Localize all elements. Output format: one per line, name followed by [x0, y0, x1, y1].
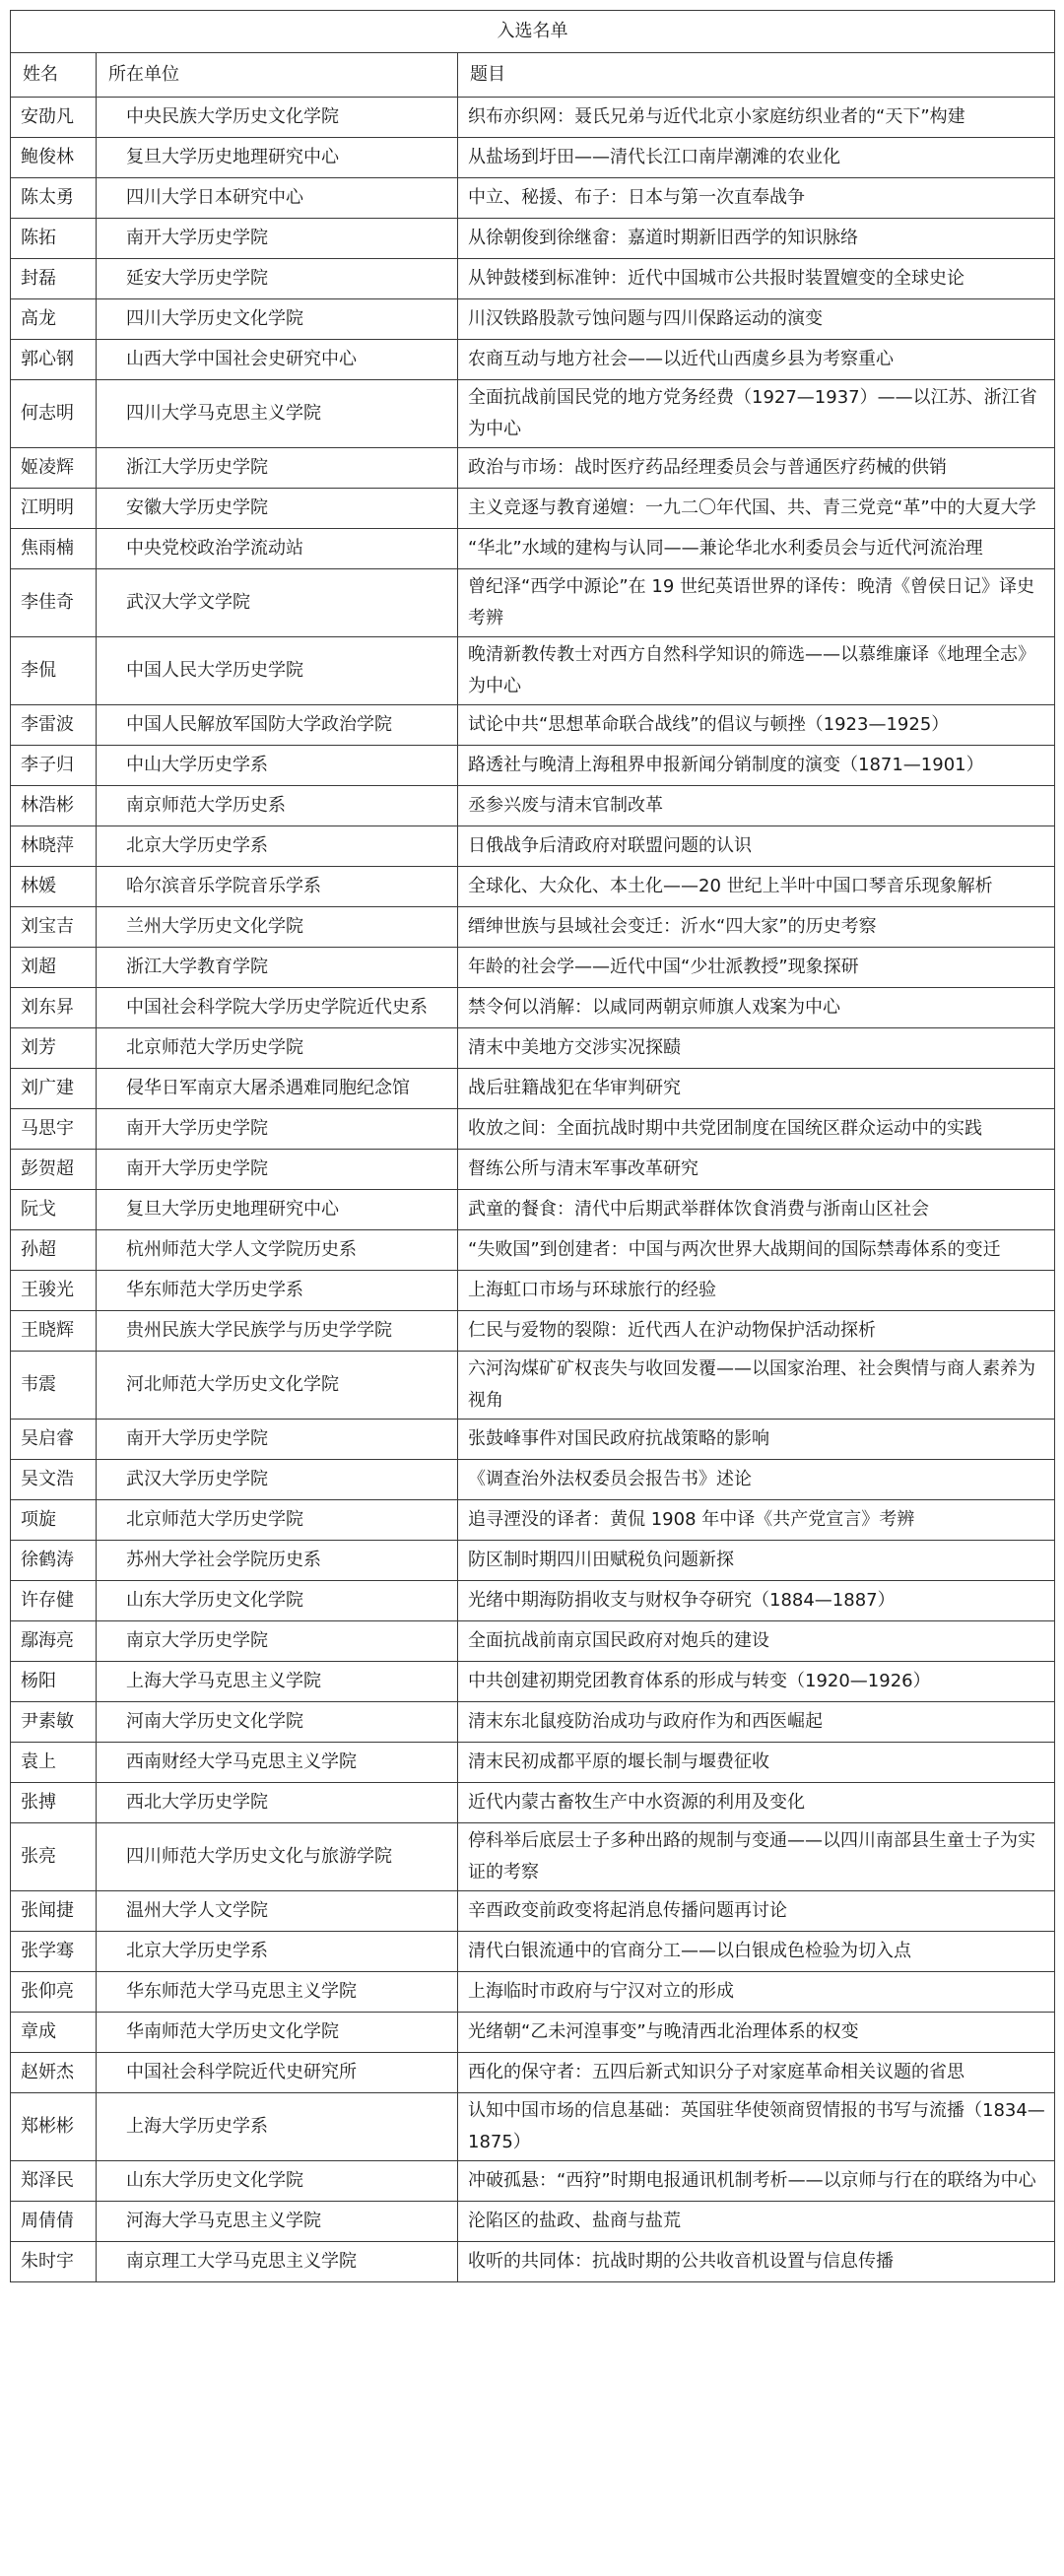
person-name: 鲍俊林 — [11, 138, 97, 178]
person-name: 江明明 — [11, 489, 97, 529]
person-name: 林晓萍 — [11, 826, 97, 867]
paper-title: 试论中共“思想革命联合战线”的倡议与顿挫（1923—1925） — [458, 705, 1055, 746]
affiliation: 河北师范大学历史文化学院 — [97, 1352, 458, 1420]
table-row — [11, 867, 1055, 907]
affiliation: 中国人民解放军国防大学政治学院 — [97, 705, 458, 746]
paper-title: 光绪朝“乙未河湟事变”与晚清西北治理体系的权变 — [458, 2013, 1055, 2053]
person-name: 吴启睿 — [11, 1420, 97, 1460]
document — [10, 10, 1054, 2282]
table-row — [11, 2013, 1055, 2053]
table-row — [11, 1230, 1055, 1271]
person-name: 阮戈 — [11, 1190, 97, 1230]
person-name: 项旋 — [11, 1500, 97, 1541]
person-name: 郭心钢 — [11, 340, 97, 380]
table-row — [11, 448, 1055, 489]
affiliation: 中山大学历史学系 — [97, 746, 458, 786]
table-row — [11, 2242, 1055, 2282]
paper-title: 农商互动与地方社会——以近代山西虞乡县为考察重心 — [458, 340, 1055, 380]
paper-title: 认知中国市场的信息基础：英国驻华使领商贸情报的书写与流播（1834—1875） — [458, 2093, 1055, 2161]
paper-title: 上海虹口市场与环球旅行的经验 — [458, 1271, 1055, 1311]
affiliation: 山东大学历史文化学院 — [97, 2161, 458, 2202]
header-row — [11, 53, 1055, 98]
person-name: 马思宇 — [11, 1109, 97, 1150]
affiliation: 山东大学历史文化学院 — [97, 1581, 458, 1621]
table-row — [11, 1190, 1055, 1230]
table-row — [11, 299, 1055, 340]
table-row — [11, 1069, 1055, 1109]
table-row — [11, 178, 1055, 219]
person-name: 章成 — [11, 2013, 97, 2053]
person-name: 刘超 — [11, 948, 97, 988]
paper-title: 从徐朝俊到徐继畲：嘉道时期新旧西学的知识脉络 — [458, 219, 1055, 259]
affiliation: 南开大学历史学院 — [97, 219, 458, 259]
affiliation: 浙江大学教育学院 — [97, 948, 458, 988]
affiliation: 四川大学历史文化学院 — [97, 299, 458, 340]
affiliation: 杭州师范大学人文学院历史系 — [97, 1230, 458, 1271]
person-name: 李雷波 — [11, 705, 97, 746]
paper-title: “华北”水域的建构与认同——兼论华北水利委员会与近代河流治理 — [458, 529, 1055, 569]
table-row — [11, 219, 1055, 259]
table-row — [11, 1581, 1055, 1621]
table-caption: 入选名单 — [11, 11, 1055, 53]
person-name: 安劭凡 — [11, 98, 97, 138]
affiliation: 西北大学历史学院 — [97, 1783, 458, 1823]
table-row — [11, 1783, 1055, 1823]
affiliation: 北京大学历史学系 — [97, 826, 458, 867]
table-row — [11, 786, 1055, 826]
affiliation: 华南师范大学历史文化学院 — [97, 2013, 458, 2053]
person-name: 李侃 — [11, 637, 97, 705]
paper-title: 仁民与爱物的裂隙：近代西人在沪动物保护活动探析 — [458, 1311, 1055, 1352]
table-body — [11, 98, 1055, 2282]
person-name: 刘东昇 — [11, 988, 97, 1028]
table-row — [11, 1621, 1055, 1662]
person-name: 吴文浩 — [11, 1460, 97, 1500]
person-name: 刘芳 — [11, 1028, 97, 1069]
paper-title: 路透社与晚清上海租界申报新闻分销制度的演变（1871—1901） — [458, 746, 1055, 786]
person-name: 孙超 — [11, 1230, 97, 1271]
affiliation: 中国社会科学院大学历史学院近代史系 — [97, 988, 458, 1028]
person-name: 林媛 — [11, 867, 97, 907]
paper-title: 沦陷区的盐政、盐商与盐荒 — [458, 2202, 1055, 2242]
person-name: 刘宝吉 — [11, 907, 97, 948]
table-row — [11, 1823, 1055, 1891]
paper-title: 晚清新教传教士对西方自然科学知识的筛选——以慕维廉译《地理全志》为中心 — [458, 637, 1055, 705]
affiliation: 兰州大学历史文化学院 — [97, 907, 458, 948]
paper-title: 上海临时市政府与宁汉对立的形成 — [458, 1972, 1055, 2013]
person-name: 彭贺超 — [11, 1150, 97, 1190]
paper-title: 禁令何以消解：以咸同两朝京师旗人戏案为中心 — [458, 988, 1055, 1028]
affiliation: 哈尔滨音乐学院音乐学系 — [97, 867, 458, 907]
paper-title: 清末东北鼠疫防治成功与政府作为和西医崛起 — [458, 1702, 1055, 1743]
person-name: 张搏 — [11, 1783, 97, 1823]
affiliation: 侵华日军南京大屠杀遇难同胞纪念馆 — [97, 1069, 458, 1109]
table-row — [11, 1702, 1055, 1743]
affiliation: 中国社会科学院近代史研究所 — [97, 2053, 458, 2093]
affiliation: 上海大学历史学系 — [97, 2093, 458, 2161]
paper-title: 全面抗战前国民党的地方党务经费（1927—1937）——以江苏、浙江省为中心 — [458, 380, 1055, 448]
paper-title: 防区制时期四川田赋税负问题新探 — [458, 1541, 1055, 1581]
table-row — [11, 1541, 1055, 1581]
paper-title: 政治与市场：战时医疗药品经理委员会与普通医疗药械的供销 — [458, 448, 1055, 489]
paper-title: 从钟鼓楼到标准钟：近代中国城市公共报时装置嬗变的全球史论 — [458, 259, 1055, 299]
table-row — [11, 948, 1055, 988]
table-row — [11, 340, 1055, 380]
person-name: 高龙 — [11, 299, 97, 340]
paper-title: 中立、秘援、布子：日本与第一次直奉战争 — [458, 178, 1055, 219]
paper-title: 主义竞逐与教育递嬗：一九二〇年代国、共、青三党竞“革”中的大夏大学 — [458, 489, 1055, 529]
table-row — [11, 1420, 1055, 1460]
table-row — [11, 259, 1055, 299]
person-name: 王晓辉 — [11, 1311, 97, 1352]
affiliation: 武汉大学历史学院 — [97, 1460, 458, 1500]
affiliation: 复旦大学历史地理研究中心 — [97, 138, 458, 178]
table-row — [11, 489, 1055, 529]
person-name: 刘广建 — [11, 1069, 97, 1109]
table-row — [11, 98, 1055, 138]
person-name: 王骏光 — [11, 1271, 97, 1311]
paper-title: 近代内蒙古畜牧生产中水资源的利用及变化 — [458, 1783, 1055, 1823]
affiliation: 中央党校政治学流动站 — [97, 529, 458, 569]
affiliation: 复旦大学历史地理研究中心 — [97, 1190, 458, 1230]
person-name: 陈太勇 — [11, 178, 97, 219]
paper-title: 川汉铁路股款亏蚀问题与四川保路运动的演变 — [458, 299, 1055, 340]
paper-title: 追寻湮没的译者：黄侃 1908 年中译《共产党宣言》考辨 — [458, 1500, 1055, 1541]
paper-title: “失败国”到创建者：中国与两次世界大战期间的国际禁毒体系的变迁 — [458, 1230, 1055, 1271]
paper-title: 督练公所与清末军事改革研究 — [458, 1150, 1055, 1190]
affiliation: 温州大学人文学院 — [97, 1891, 458, 1932]
person-name: 张亮 — [11, 1823, 97, 1891]
paper-title: 六河沟煤矿矿权丧失与收回发覆——以国家治理、社会舆情与商人素养为视角 — [458, 1352, 1055, 1420]
paper-title: 收听的共同体：抗战时期的公共收音机设置与信息传播 — [458, 2242, 1055, 2282]
affiliation: 浙江大学历史学院 — [97, 448, 458, 489]
person-name: 周倩倩 — [11, 2202, 97, 2242]
affiliation: 四川大学日本研究中心 — [97, 178, 458, 219]
paper-title: 全球化、大众化、本土化——20 世纪上半叶中国口琴音乐现象解析 — [458, 867, 1055, 907]
table-row — [11, 2093, 1055, 2161]
paper-title: 《调查治外法权委员会报告书》述论 — [458, 1460, 1055, 1500]
table-row — [11, 380, 1055, 448]
table-row — [11, 569, 1055, 637]
header-title: 题目 — [458, 53, 1055, 98]
table-row — [11, 2053, 1055, 2093]
paper-title: 停科举后底层士子多种出路的规制与变通——以四川南部县生童士子为实证的考察 — [458, 1823, 1055, 1891]
table-row — [11, 705, 1055, 746]
paper-title: 丞参兴废与清末官制改革 — [458, 786, 1055, 826]
paper-title: 辛酉政变前政变将起消息传播问题再讨论 — [458, 1891, 1055, 1932]
paper-title: 日俄战争后清政府对联盟问题的认识 — [458, 826, 1055, 867]
affiliation: 河海大学马克思主义学院 — [97, 2202, 458, 2242]
person-name: 许存健 — [11, 1581, 97, 1621]
affiliation: 南开大学历史学院 — [97, 1109, 458, 1150]
person-name: 朱时宇 — [11, 2242, 97, 2282]
affiliation: 南京大学历史学院 — [97, 1621, 458, 1662]
paper-title: 清代白银流通中的官商分工——以白银成色检验为切入点 — [458, 1932, 1055, 1972]
person-name: 徐鹤涛 — [11, 1541, 97, 1581]
selection-list-table — [10, 10, 1055, 2282]
paper-title: 西化的保守者：五四后新式知识分子对家庭革命相关议题的省思 — [458, 2053, 1055, 2093]
paper-title: 清末民初成都平原的堰长制与堰费征收 — [458, 1743, 1055, 1783]
affiliation: 南开大学历史学院 — [97, 1420, 458, 1460]
person-name: 林浩彬 — [11, 786, 97, 826]
table-row — [11, 1311, 1055, 1352]
affiliation: 南开大学历史学院 — [97, 1150, 458, 1190]
table-row — [11, 138, 1055, 178]
paper-title: 曾纪泽“西学中源论”在 19 世纪英语世界的译传：晚清《曾侯日记》译史考辨 — [458, 569, 1055, 637]
affiliation: 中国人民大学历史学院 — [97, 637, 458, 705]
person-name: 张学骞 — [11, 1932, 97, 1972]
paper-title: 战后驻籍战犯在华审判研究 — [458, 1069, 1055, 1109]
table-row — [11, 2161, 1055, 2202]
person-name: 赵妍杰 — [11, 2053, 97, 2093]
affiliation: 北京大学历史学系 — [97, 1932, 458, 1972]
table-row — [11, 1743, 1055, 1783]
affiliation: 中央民族大学历史文化学院 — [97, 98, 458, 138]
table-row — [11, 988, 1055, 1028]
table-row — [11, 529, 1055, 569]
table-row — [11, 637, 1055, 705]
affiliation: 四川大学马克思主义学院 — [97, 380, 458, 448]
table-row — [11, 2202, 1055, 2242]
paper-title: 张鼓峰事件对国民政府抗战策略的影响 — [458, 1420, 1055, 1460]
affiliation: 北京师范大学历史学院 — [97, 1500, 458, 1541]
person-name: 何志明 — [11, 380, 97, 448]
paper-title: 全面抗战前南京国民政府对炮兵的建设 — [458, 1621, 1055, 1662]
affiliation: 武汉大学文学院 — [97, 569, 458, 637]
table-row — [11, 1352, 1055, 1420]
table-row — [11, 1891, 1055, 1932]
affiliation: 西南财经大学马克思主义学院 — [97, 1743, 458, 1783]
person-name: 焦雨楠 — [11, 529, 97, 569]
person-name: 李佳奇 — [11, 569, 97, 637]
paper-title: 冲破孤悬：“西狩”时期电报通讯机制考析——以京师与行在的联络为中心 — [458, 2161, 1055, 2202]
affiliation: 四川师范大学历史文化与旅游学院 — [97, 1823, 458, 1891]
paper-title: 从盐场到圩田——清代长江口南岸潮滩的农业化 — [458, 138, 1055, 178]
affiliation: 安徽大学历史学院 — [97, 489, 458, 529]
table-row — [11, 1460, 1055, 1500]
header-name: 姓名 — [11, 53, 97, 98]
person-name: 姬凌辉 — [11, 448, 97, 489]
table-row — [11, 826, 1055, 867]
table-row — [11, 1972, 1055, 2013]
paper-title: 清末中美地方交涉实况探赜 — [458, 1028, 1055, 1069]
person-name: 郑泽民 — [11, 2161, 97, 2202]
person-name: 李子归 — [11, 746, 97, 786]
affiliation: 华东师范大学历史学系 — [97, 1271, 458, 1311]
paper-title: 中共创建初期党团教育体系的形成与转变（1920—1926） — [458, 1662, 1055, 1702]
table-row — [11, 1109, 1055, 1150]
paper-title: 年龄的社会学——近代中国“少壮派教授”现象探研 — [458, 948, 1055, 988]
person-name: 尹素敏 — [11, 1702, 97, 1743]
table-row — [11, 907, 1055, 948]
affiliation: 山西大学中国社会史研究中心 — [97, 340, 458, 380]
affiliation: 南京理工大学马克思主义学院 — [97, 2242, 458, 2282]
person-name: 杨阳 — [11, 1662, 97, 1702]
affiliation: 北京师范大学历史学院 — [97, 1028, 458, 1069]
table-row — [11, 746, 1055, 786]
affiliation: 南京师范大学历史系 — [97, 786, 458, 826]
paper-title: 缙绅世族与县域社会变迁：沂水“四大家”的历史考察 — [458, 907, 1055, 948]
person-name: 张仰亮 — [11, 1972, 97, 2013]
table-row — [11, 1028, 1055, 1069]
paper-title: 光绪中期海防捐收支与财权争夺研究（1884—1887） — [458, 1581, 1055, 1621]
header-unit: 所在单位 — [97, 53, 458, 98]
paper-title: 织布亦织网：聂氏兄弟与近代北京小家庭纺织业者的“天下”构建 — [458, 98, 1055, 138]
paper-title: 武童的餐食：清代中后期武举群体饮食消费与浙南山区社会 — [458, 1190, 1055, 1230]
affiliation: 贵州民族大学民族学与历史学学院 — [97, 1311, 458, 1352]
affiliation: 延安大学历史学院 — [97, 259, 458, 299]
person-name: 张闻捷 — [11, 1891, 97, 1932]
affiliation: 苏州大学社会学院历史系 — [97, 1541, 458, 1581]
affiliation: 河南大学历史文化学院 — [97, 1702, 458, 1743]
table-row — [11, 1271, 1055, 1311]
person-name: 陈拓 — [11, 219, 97, 259]
person-name: 郑彬彬 — [11, 2093, 97, 2161]
table-row — [11, 1932, 1055, 1972]
affiliation: 上海大学马克思主义学院 — [97, 1662, 458, 1702]
person-name: 韦震 — [11, 1352, 97, 1420]
person-name: 封磊 — [11, 259, 97, 299]
paper-title: 收放之间：全面抗战时期中共党团制度在国统区群众运动中的实践 — [458, 1109, 1055, 1150]
affiliation: 华东师范大学马克思主义学院 — [97, 1972, 458, 2013]
table-row — [11, 1500, 1055, 1541]
table-row — [11, 1150, 1055, 1190]
person-name: 鄢海亮 — [11, 1621, 97, 1662]
table-row — [11, 1662, 1055, 1702]
person-name: 袁上 — [11, 1743, 97, 1783]
